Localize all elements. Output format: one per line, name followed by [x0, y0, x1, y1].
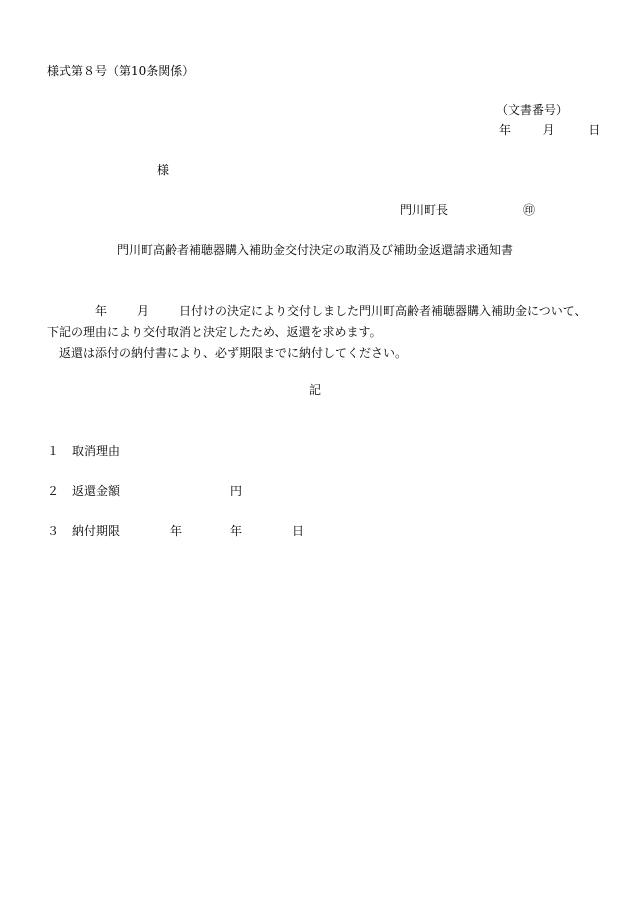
- document-number: （文書番号）: [495, 103, 568, 117]
- item-label: 取消理由: [72, 444, 121, 458]
- body-line-1: [47, 301, 592, 322]
- body-line-2: 下記の理由により交付取消と決定したため、返還を求めます。: [47, 325, 382, 339]
- item-label: 納付期限: [72, 524, 121, 538]
- deadline-month: 年: [230, 524, 243, 538]
- seal-mark: ㊞: [523, 203, 536, 217]
- issuer-name: 門川町長: [400, 203, 449, 217]
- item-number: １: [47, 444, 60, 458]
- item-number: ２: [47, 484, 60, 498]
- form-number: 様式第８号（第10条関係）: [47, 64, 195, 78]
- issue-date: [499, 122, 600, 138]
- ki-heading: 記: [308, 383, 321, 397]
- issue-date-year: 年: [499, 123, 512, 137]
- item-cancel-reason: [47, 443, 120, 459]
- body-paragraph: [47, 301, 592, 364]
- body-month: 月: [137, 304, 150, 318]
- item-refund-amount: [47, 483, 242, 499]
- body-line-1-text: 日付けの決定により交付しました門川町高齢者補聴器購入補助金について、: [179, 304, 587, 318]
- item-label: 返還金額: [72, 484, 121, 498]
- issue-date-month: 月: [542, 123, 555, 137]
- document-title: 門川町高齢者補聴器購入補助金交付決定の取消及び補助金返還請求通知書: [116, 243, 513, 257]
- addressee-suffix: 様: [157, 163, 170, 177]
- item-number: ３: [47, 524, 60, 538]
- issue-date-day: 日: [588, 123, 601, 137]
- body-year: 年: [95, 304, 108, 318]
- deadline-year: 年: [170, 524, 183, 538]
- body-line-3: 返還は添付の納付書により、必ず期限までに納付してください。: [59, 346, 408, 360]
- item-payment-deadline: [47, 523, 304, 539]
- amount-unit: 円: [230, 484, 243, 498]
- deadline-day: 日: [292, 524, 305, 538]
